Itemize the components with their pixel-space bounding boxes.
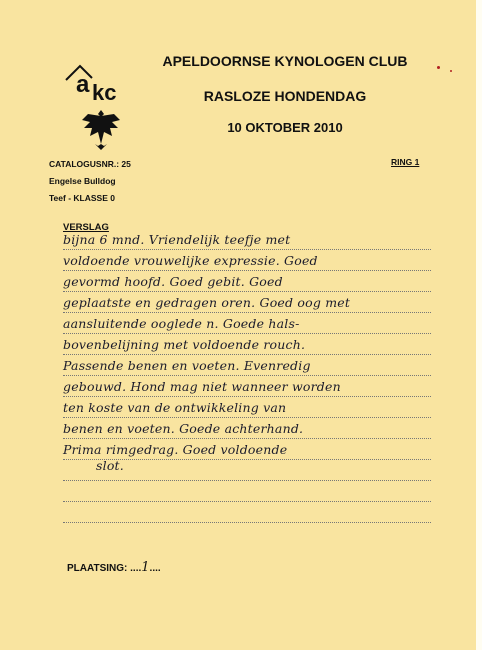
club-name: APELDOORNSE KYNOLOGEN CLUB xyxy=(162,53,408,69)
handwritten-line: voldoende vrouwelijke expressie. Goed xyxy=(63,253,318,268)
handwritten-line: benen en voeten. Goede achterhand. xyxy=(63,421,304,436)
class: Teef - KLASSE 0 xyxy=(49,193,115,203)
report-heading: VERSLAG xyxy=(63,222,109,233)
event-date: 10 OKTOBER 2010 xyxy=(227,120,343,135)
dotted-line xyxy=(63,480,431,481)
dotted-line xyxy=(63,312,431,313)
handwritten-line: slot. xyxy=(96,458,124,473)
catalog-number: CATALOGUSNR.: 25 xyxy=(49,159,131,169)
handwritten-line: bovenbelijning met voldoende rouch. xyxy=(63,337,306,352)
red-mark xyxy=(450,70,452,72)
placement-label: PLAATSING: .... xyxy=(67,563,142,574)
svg-text:a: a xyxy=(76,71,90,98)
dotted-line xyxy=(63,375,431,376)
handwritten-line: Passende benen en voeten. Evenredig xyxy=(63,358,311,373)
eagle-icon xyxy=(82,110,120,150)
handwritten-line: Prima rimgedrag. Goed voldoende xyxy=(63,442,288,457)
handwritten-line: gebouwd. Hond mag niet wanneer worden xyxy=(63,379,341,394)
club-logo xyxy=(62,58,140,158)
handwritten-line: ten koste van de ontwikkeling van xyxy=(63,400,287,415)
dotted-line xyxy=(63,249,431,250)
svg-text:kc: kc xyxy=(92,80,117,105)
dotted-line xyxy=(63,438,431,439)
red-mark xyxy=(437,66,440,69)
dotted-line xyxy=(63,396,431,397)
paper-edge xyxy=(476,0,482,650)
dotted-line xyxy=(63,291,431,292)
dotted-line xyxy=(63,417,431,418)
breed: Engelse Bulldog xyxy=(49,176,116,186)
placement-value: 1 xyxy=(141,560,150,575)
dotted-line xyxy=(63,501,431,502)
handwritten-line: bijna 6 mnd. Vriendelijk teefje met xyxy=(63,232,291,247)
dotted-line xyxy=(63,522,431,523)
placement-suffix: .... xyxy=(149,563,161,574)
event-title: RASLOZE HONDENDAG xyxy=(203,88,367,104)
handwritten-line: aansluitende ooglede n. Goede hals- xyxy=(63,316,300,331)
ring-number: RING 1 xyxy=(391,157,420,167)
placement xyxy=(67,560,161,575)
handwritten-line: geplaatste en gedragen oren. Goed oog met xyxy=(63,295,351,310)
dotted-line xyxy=(63,270,431,271)
dotted-line xyxy=(63,354,431,355)
dotted-line xyxy=(63,459,431,460)
dotted-line xyxy=(63,333,431,334)
handwritten-line: gevormd hoofd. Goed gebit. Goed xyxy=(63,274,283,289)
